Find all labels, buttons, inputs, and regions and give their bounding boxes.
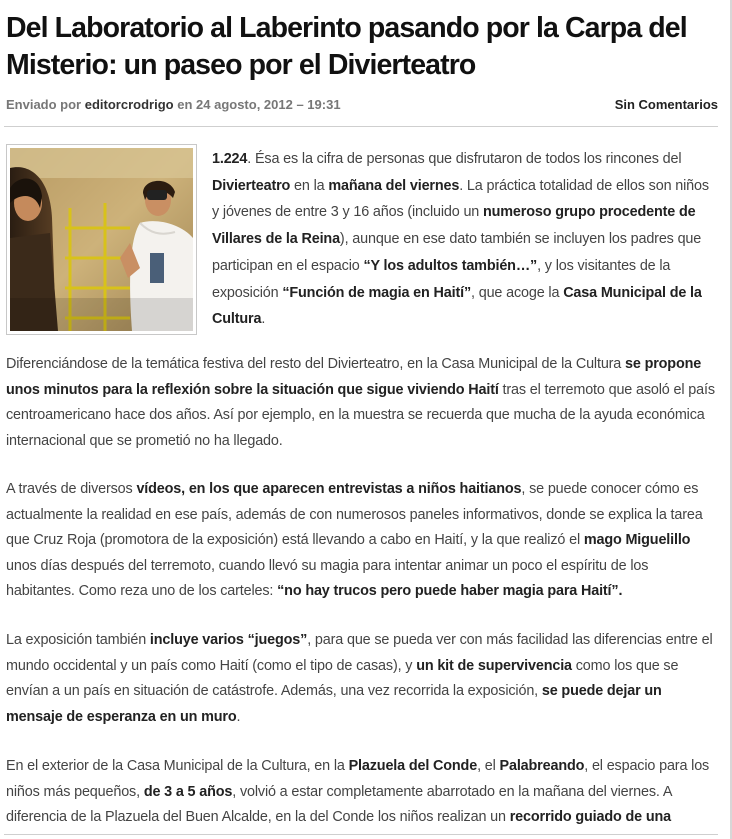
text-run: , el xyxy=(477,758,500,774)
meta-divider xyxy=(4,126,718,127)
text-run: tras el terremoto que asoló el país centroamericano hace dos años. Así por ejemplo, en la muestra se recuerda que mucha de la ayuda económica internacional que se prometió no ha llegado. xyxy=(6,381,715,449)
text-run: La exposición también xyxy=(6,632,150,648)
author-link[interactable]: editorcrodrigo xyxy=(84,97,174,112)
bold-text: 1.224 xyxy=(212,151,248,167)
bold-text: de 3 a 5 años xyxy=(143,783,233,800)
text-run: . Ésa es la cifra de personas que disfrutaron de todos los rincones del xyxy=(247,151,682,167)
article-paragraph xyxy=(6,628,718,730)
post-date: 24 agosto, 2012 – 19:31 xyxy=(196,97,341,112)
comments-link[interactable]: Sin Comentarios xyxy=(614,97,718,112)
bold-text: un kit de supervivencia xyxy=(416,657,572,674)
bottom-divider xyxy=(4,834,718,835)
post-meta xyxy=(6,97,718,112)
text-run: Diferenciándose de la temática festiva del resto del Divierteatro, en la Casa Municipal de la Cultura xyxy=(6,356,626,372)
bold-text: Casa Municipal de la Cultura xyxy=(212,284,702,328)
text-run: como los que se envían a un país en situación de catástrofe. Además, una vez recorrida la exposición, xyxy=(6,657,679,699)
bold-text: vídeos, en los que aparecen entrevistas a niños haitianos xyxy=(136,481,522,497)
text-run: . La práctica totalidad de ellos son niños y jóvenes de entre 3 y 16 años (incluido un xyxy=(212,177,709,221)
text-run: , el espacio para los niños más pequeños, xyxy=(6,758,710,800)
sent-by-label: Enviado por xyxy=(6,97,82,112)
text-run: unos días después del terremoto, cuando llevó su magia para intentar animar un poco el espíritu de los habitantes. Como reza uno de los carteles: xyxy=(6,557,649,599)
article-title[interactable]: Del Laboratorio al Laberinto pasando por la Carpa del Misterio: un paseo por el Divierteatro xyxy=(6,12,687,81)
text-run: en la xyxy=(290,177,329,194)
bold-text: numeroso grupo procedente de Villares de la Reina xyxy=(212,204,696,248)
article-photo-image xyxy=(10,148,193,331)
bold-text: incluye varios “juegos” xyxy=(149,632,308,648)
date-prefix: en xyxy=(177,97,193,112)
bold-text: mago Miguelillo xyxy=(583,532,691,548)
text-run: ), aunque en ese dato también se incluyen los padres que participan en el espacio xyxy=(212,231,702,274)
text-run: , para que se pueda ver con más facilidad las diferencias entre el mundo occidental y un país como Haití (como el tipo de casas), y xyxy=(6,632,713,674)
text-run: , y los visitantes de la exposición xyxy=(212,257,671,301)
article-paragraph xyxy=(212,146,714,333)
bold-text: “Función de magia en Haití” xyxy=(282,284,472,301)
text-run: . xyxy=(261,311,266,328)
bold-text: mañana del viernes xyxy=(328,177,460,194)
article-paragraph xyxy=(6,352,718,454)
text-run: , se puede conocer cómo es actualmente la realidad en ese país, además de con numerosos paneles informativos, donde se explica la tarea que Cruz Roja (promotora de la exposición) está llevando a cabo en Haití, y la que realizó el xyxy=(6,481,703,548)
article-paragraph xyxy=(6,754,718,831)
bold-text: se puede dejar un mensaje de esperanza en un muro xyxy=(6,683,662,725)
article-photo[interactable] xyxy=(6,144,197,335)
bold-text: recorrido guiado de una xyxy=(509,809,671,825)
bold-text: Palabreando xyxy=(499,758,585,774)
text-run: A través de diversos xyxy=(6,481,137,497)
bold-text: Divierteatro xyxy=(212,177,291,194)
text-run: . xyxy=(236,708,241,725)
text-run: , volvió a estar completamente abarrotado en la mañana del viernes. A diferencia de la Plazuela del Buen Alcalde, en la del Conde los niños realizan un xyxy=(6,783,672,825)
bold-text: “no hay trucos pero puede haber magia para Haití”. xyxy=(277,583,623,599)
bold-text: se propone unos minutos para la reflexión sobre la situación que sigue viviendo Haití xyxy=(6,356,702,398)
article-paragraph xyxy=(6,477,718,605)
bold-text: “Y los adultos también…” xyxy=(363,257,538,274)
bold-text: Plazuela del Conde xyxy=(348,758,478,774)
text-run: En el exterior de la Casa Municipal de la Cultura, en la xyxy=(6,758,349,774)
text-run: , que acoge la xyxy=(471,284,564,301)
